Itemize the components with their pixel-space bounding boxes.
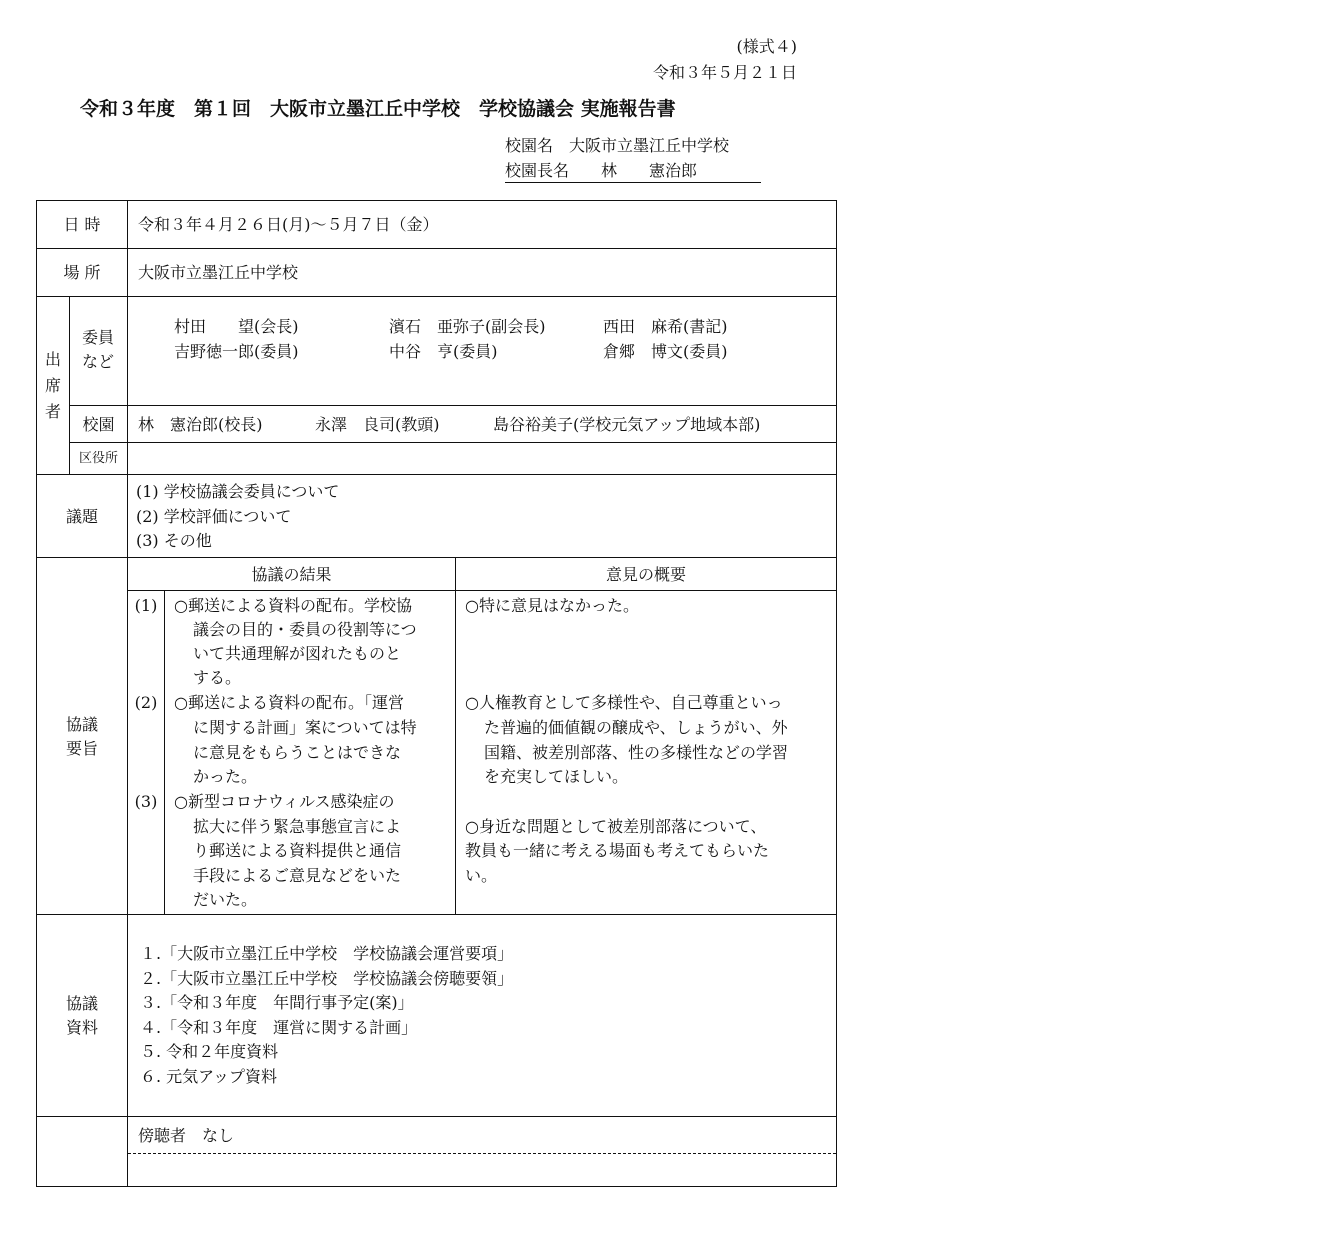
result-line: 手段によるご意見などをいた bbox=[193, 866, 402, 885]
agenda-item: (3) その他 bbox=[136, 531, 212, 550]
row-divider-6 bbox=[36, 557, 837, 558]
result-line: する。 bbox=[193, 668, 242, 687]
discussion-number-divider bbox=[164, 590, 165, 914]
observers-dotted-line bbox=[128, 1153, 836, 1154]
discussion-label: 協議 bbox=[65, 715, 98, 734]
observers-note: 傍聴者 なし bbox=[138, 1126, 235, 1145]
material-item: ２.「大阪市立墨江丘中学校 学校協議会傍聴要領」 bbox=[140, 969, 514, 988]
opinion-line: 国籍、被差別部落、性の多様性などの学習 bbox=[484, 743, 789, 762]
committee-member: 吉野徳一郎(委員) bbox=[174, 342, 299, 361]
school-staff-member: 島谷裕美子(学校元気アップ地域本部) bbox=[493, 415, 761, 434]
committee-member: 濱石 亜弥子(副会長) bbox=[389, 317, 546, 336]
document-title: 令和３年度 第１回 大阪市立墨江丘中学校 学校協議会 実施報告書 bbox=[80, 98, 676, 120]
opinion-line: ○特に意見はなかった。 bbox=[465, 596, 639, 615]
attendees-label: 出席者 bbox=[44, 350, 61, 421]
school-name-label: 校園名 bbox=[505, 136, 554, 155]
committee-member: 村田 望(会長) bbox=[174, 317, 299, 336]
place-label: 場 所 bbox=[63, 263, 101, 282]
result-number: (2) bbox=[134, 693, 158, 712]
form-number: (様式４) bbox=[736, 37, 797, 56]
place-value: 大阪市立墨江丘中学校 bbox=[138, 263, 299, 282]
result-line: いて共通理解が図れたものと bbox=[193, 644, 402, 663]
attendee-value-divider bbox=[127, 297, 128, 474]
opinions-header: 意見の概要 bbox=[605, 565, 686, 584]
table-top-border bbox=[36, 200, 837, 201]
committee-label: 委員など bbox=[81, 328, 114, 371]
datetime-label: 日 時 bbox=[63, 215, 101, 234]
materials-label: 協議 bbox=[65, 994, 98, 1013]
row-divider-1 bbox=[36, 248, 837, 249]
school-staff-member: 永澤 良司(教頭) bbox=[315, 415, 440, 434]
table-bottom-border bbox=[36, 1186, 837, 1187]
row-divider-8 bbox=[36, 1116, 837, 1117]
result-number: (1) bbox=[134, 596, 158, 615]
result-line: 拡大に伴う緊急事態宣言によ bbox=[193, 817, 402, 836]
committee-member: 西田 麻希(書記) bbox=[603, 317, 728, 336]
table-right-border bbox=[836, 200, 837, 1187]
school-name: 大阪市立墨江丘中学校 bbox=[569, 136, 730, 155]
agenda-item: (1) 学校協議会委員について bbox=[136, 482, 340, 501]
results-header: 協議の結果 bbox=[251, 565, 332, 584]
principal-label: 校園長名 bbox=[505, 161, 570, 180]
discussion-label: 要旨 bbox=[65, 739, 98, 758]
school-staff-label: 校園 bbox=[82, 415, 115, 434]
result-line: ○郵送による資料の配布。「運営 bbox=[174, 693, 404, 712]
material-item: ５. 令和２年度資料 bbox=[140, 1042, 279, 1061]
opinion-line: た普遍的価値観の醸成や、しょうがい、外 bbox=[484, 718, 788, 737]
principal-name: 林 憲治郎 bbox=[601, 161, 698, 180]
materials-label: 資料 bbox=[65, 1018, 98, 1037]
result-line: ○新型コロナウィルス感染症の bbox=[174, 792, 395, 811]
discussion-header-divider bbox=[127, 590, 837, 591]
row-divider-5 bbox=[36, 474, 837, 475]
row-divider-4 bbox=[69, 442, 837, 443]
agenda-item: (2) 学校評価について bbox=[136, 507, 292, 526]
datetime-value: 令和３年４月２６日(月)～５月７日（金） bbox=[138, 215, 439, 234]
result-line: 議会の目的・委員の役割等につ bbox=[193, 620, 417, 639]
result-line: に関する計画」案については特 bbox=[193, 718, 417, 737]
opinion-line: を充実してほしい。 bbox=[484, 767, 629, 786]
opinion-line: ○人権教育として多様性や、自己尊重といっ bbox=[465, 693, 783, 712]
material-item: ６. 元気アップ資料 bbox=[140, 1067, 278, 1086]
committee-member: 倉郷 博文(委員) bbox=[603, 342, 728, 361]
material-item: １.「大阪市立墨江丘中学校 学校協議会運営要項」 bbox=[140, 944, 514, 963]
result-line: だいた。 bbox=[193, 890, 258, 909]
opinion-line: 教員も一緒に考える場面も考えてもらいた bbox=[465, 841, 770, 860]
result-line: かった。 bbox=[193, 767, 258, 786]
opinion-line: ○身近な問題として被差別部落について、 bbox=[465, 817, 767, 836]
material-item: ４.「令和３年度 運営に関する計画」 bbox=[140, 1018, 418, 1037]
row-divider-3 bbox=[69, 405, 837, 406]
row-divider-2 bbox=[36, 296, 837, 297]
result-line: に意見をもらうことはできな bbox=[193, 743, 402, 762]
school-name-line bbox=[505, 133, 729, 156]
result-number: (3) bbox=[134, 792, 158, 811]
opinion-line: い。 bbox=[465, 866, 498, 885]
result-line: ○郵送による資料の配布。学校協 bbox=[174, 596, 412, 615]
document-date: 令和３年５月２１日 bbox=[652, 63, 797, 82]
principal-line bbox=[505, 158, 761, 183]
discussion-column-divider bbox=[455, 557, 456, 914]
committee-member: 中谷 亨(委員) bbox=[389, 342, 498, 361]
agenda-label: 議題 bbox=[65, 507, 98, 526]
material-item: ３.「令和３年度 年間行事予定(案)」 bbox=[140, 993, 414, 1012]
row-divider-7 bbox=[36, 914, 837, 915]
result-line: り郵送による資料提供と通信 bbox=[193, 841, 402, 860]
ward-office-label: 区役所 bbox=[78, 451, 118, 466]
school-staff-member: 林 憲治郎(校長) bbox=[138, 415, 263, 434]
